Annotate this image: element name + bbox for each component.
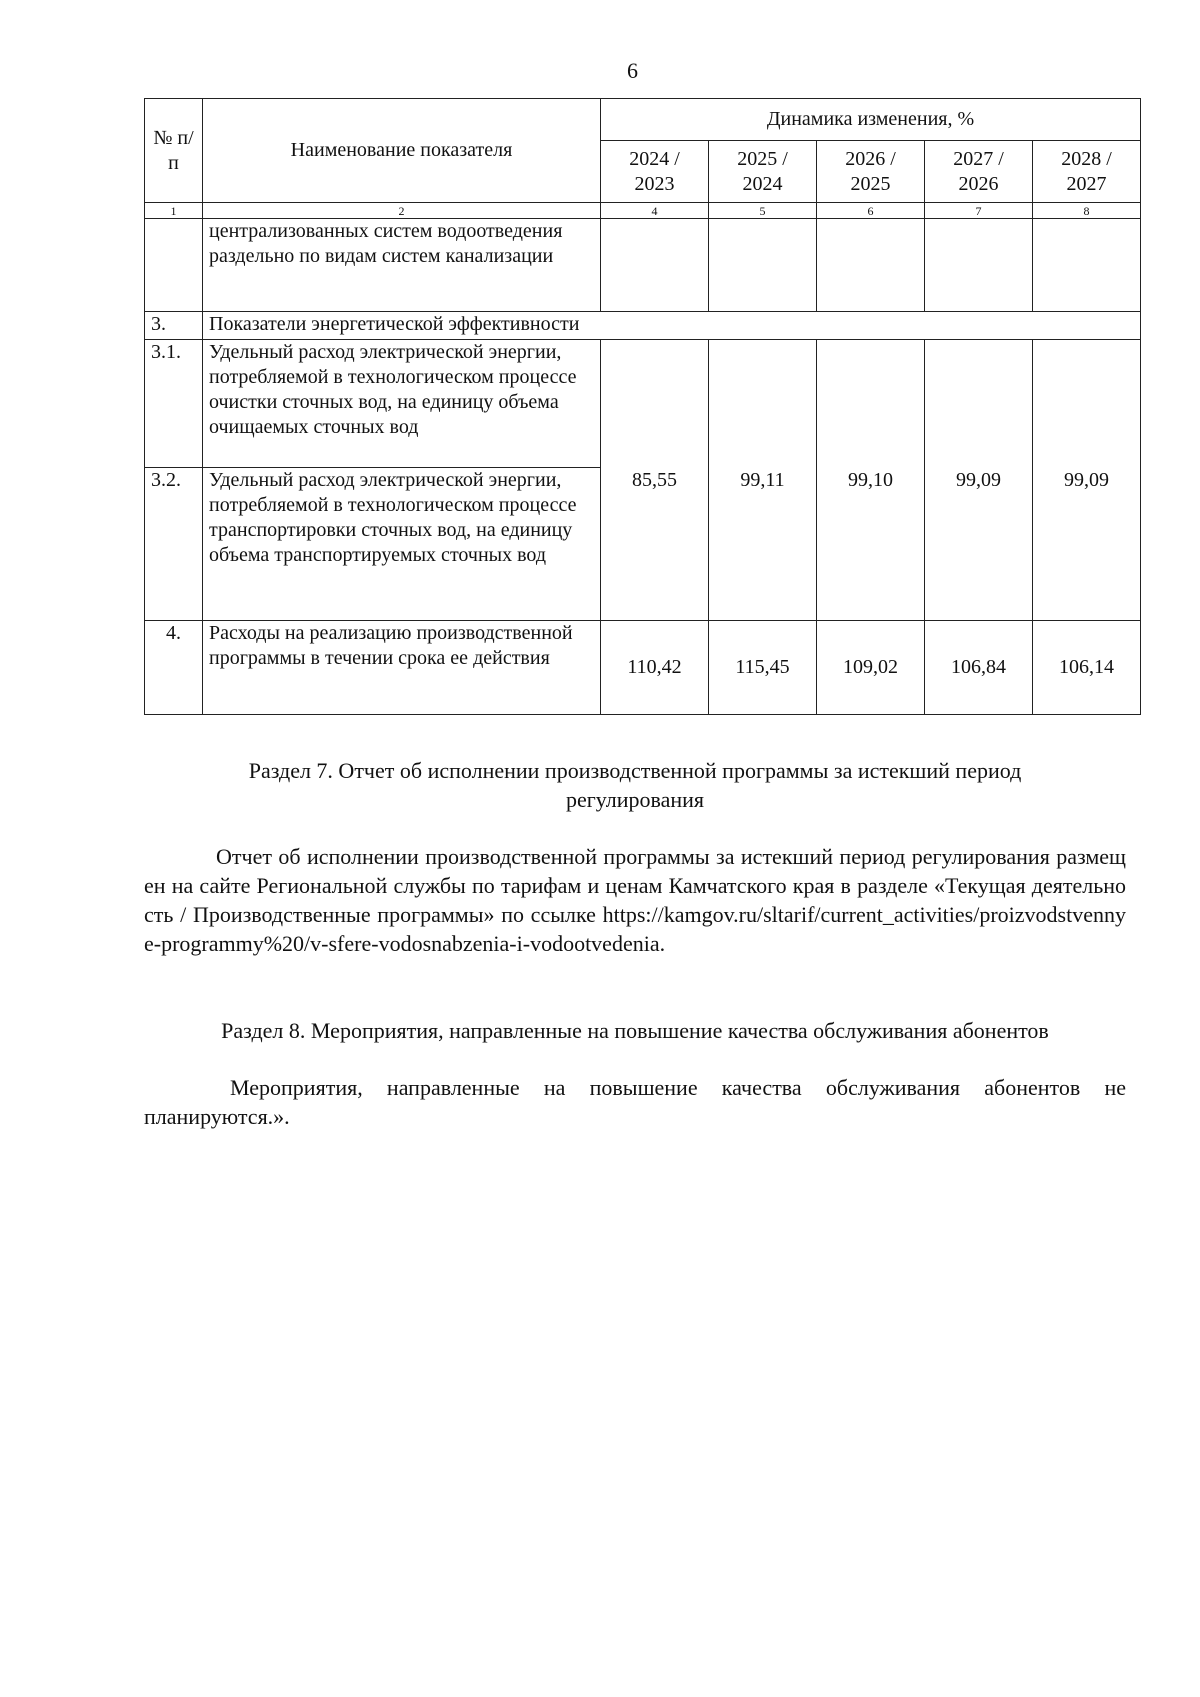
header-year: 2024 / 2023 <box>601 141 709 203</box>
value-cell: 109,02 <box>817 621 925 715</box>
table-row <box>145 621 1141 715</box>
row-name-cell: Удельный расход электрической энергии, потребляемой в технологическом процессе транспортировки сточных вод, на единицу объема транспортируемых сточных вод <box>203 468 601 621</box>
value-cell: 99,09 <box>1033 340 1141 621</box>
table-header-row <box>145 99 1141 141</box>
table-row <box>145 219 1141 312</box>
column-number-row <box>145 203 1141 219</box>
value-cell: 85,55 <box>601 340 709 621</box>
section7-heading: Раздел 7. Отчет об исполнении производственной программы за истекший период регулирования <box>248 758 1022 812</box>
row-num-cell: 3.2. <box>145 468 203 621</box>
header-num: № п/п <box>145 99 203 203</box>
row-name-cell: Расходы на реализацию производственной программы в течении срока ее действия <box>203 621 601 715</box>
column-number: 1 <box>145 203 203 219</box>
value-cell <box>601 219 709 312</box>
row-num-cell: 3. <box>145 312 203 340</box>
column-number: 8 <box>1033 203 1141 219</box>
value-cell: 99,11 <box>709 340 817 621</box>
column-number: 7 <box>925 203 1033 219</box>
column-number: 6 <box>817 203 925 219</box>
row-name-cell: централизованных систем водоотведения раздельно по видам систем канализации <box>203 219 601 312</box>
column-number: 2 <box>203 203 601 219</box>
value-cell: 99,09 <box>925 340 1033 621</box>
row-num-cell: 3.1. <box>145 340 203 468</box>
indicators-table <box>144 98 1141 715</box>
value-cell <box>709 219 817 312</box>
section8-paragraph: Мероприятия, направленные на повышение качества обслуживания абонентов не планируются.». <box>144 1075 1126 1129</box>
column-number: 5 <box>709 203 817 219</box>
section8-heading: Раздел 8. Мероприятия, направленные на повышение качества обслуживания абонентов <box>221 1018 1049 1043</box>
value-cell <box>817 219 925 312</box>
value-cell: 106,84 <box>925 621 1033 715</box>
section7-paragraph: Отчет об исполнении производственной программы за истекший период регулирования размещен на сайте Региональной службы по тарифам и ценам Камчатского края в разделе «Текущая деятельность / Производственные программы» по ссылке https://kamgov.ru/sltarif/current_activities/proizvodstvennye-programmy%20/v-sfere-vodosnabzenia-i-vodootvedenia. <box>144 844 1126 956</box>
section-row <box>145 312 1141 340</box>
row-name-cell: Удельный расход электрической энергии, потребляемой в технологическом процессе очистки сточных вод, на единицу объема очищаемых сточных вод <box>203 340 601 468</box>
column-number: 4 <box>601 203 709 219</box>
value-cell: 115,45 <box>709 621 817 715</box>
page-number: 6 <box>627 58 638 83</box>
row-num-cell <box>145 219 203 312</box>
section-title-cell: Показатели энергетической эффективности <box>203 312 1141 340</box>
value-cell <box>1033 219 1141 312</box>
header-year: 2027 / 2026 <box>925 141 1033 203</box>
header-year: 2028 / 2027 <box>1033 141 1141 203</box>
row-num-cell: 4. <box>145 621 203 715</box>
value-cell: 110,42 <box>601 621 709 715</box>
header-dynamics: Динамика изменения, % <box>601 99 1141 141</box>
header-year: 2025 / 2024 <box>709 141 817 203</box>
table-row <box>145 340 1141 468</box>
header-name: Наименование показателя <box>203 99 601 203</box>
value-cell: 106,14 <box>1033 621 1141 715</box>
value-cell <box>925 219 1033 312</box>
value-cell: 99,10 <box>817 340 925 621</box>
header-year: 2026 / 2025 <box>817 141 925 203</box>
